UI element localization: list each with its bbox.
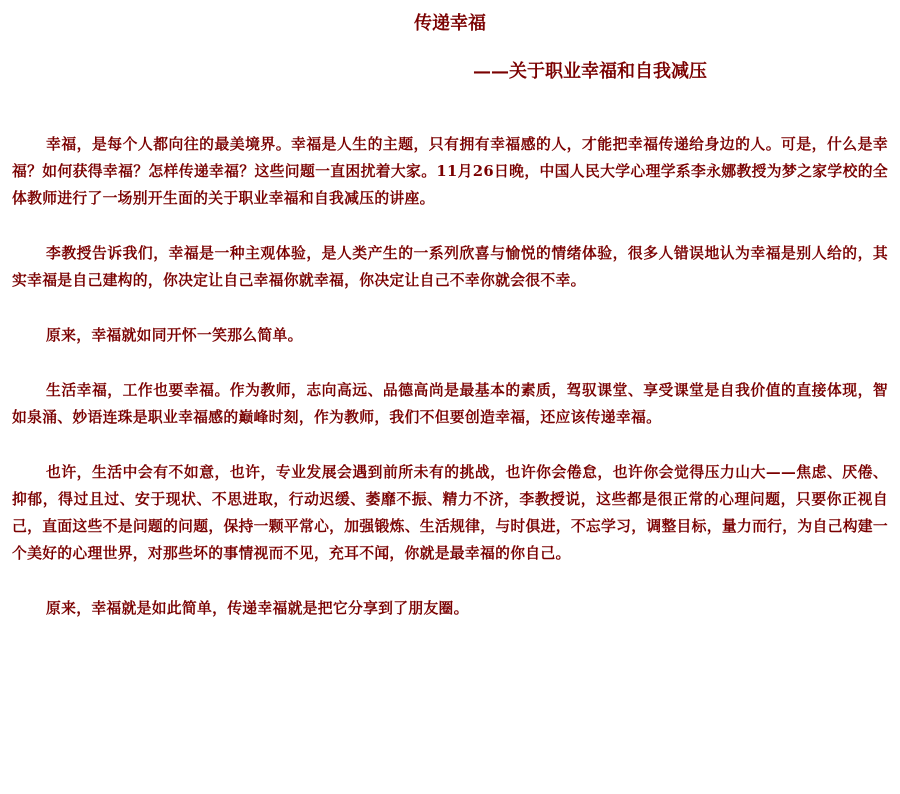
document-subtitle: ——关于职业幸福和自我减压 xyxy=(473,61,707,82)
paragraph-4: 生活幸福，工作也要幸福。作为教师，志向高远、品德高尚是最基本的素质，驾驭课堂、享受课堂是自我价值的直接体现，智如泉涌、妙语连珠是职业幸福感的巅峰时刻，作为教师，我们不但要创造幸福，还应该传递幸福。 xyxy=(12,382,888,426)
paragraph-3: 原来，幸福就如同开怀一笑那么简单。 xyxy=(46,327,303,344)
paragraph-5: 也许，生活中会有不如意，也许，专业发展会遇到前所未有的挑战，也许你会倦怠，也许你会觉得压力山大——焦虑、厌倦、抑郁，得过且过、安于现状、不思进取，行动迟缓、萎靡不振、精力不济，李教授说，这些都是很正常的心理问题，只要你正视自己，直面这些不是问题的问题，保持一颗平常心，加强锻炼、生活规律，与时俱进，不忘学习，调整目标，量力而行，为自己构建一个美好的心理世界，对那些坏的事情视而不见，充耳不闻，你就是最幸福的你自己。 xyxy=(12,464,888,562)
document-body xyxy=(12,131,888,650)
document-title: 传递幸福 xyxy=(414,13,486,34)
paragraph-2: 李教授告诉我们，幸福是一种主观体验，是人类产生的一系列欣喜与愉悦的情绪体验，很多人错误地认为幸福是别人给的，其实幸福是自己建构的，你决定让自己幸福你就幸福，你决定让自己不幸你就会很不幸。 xyxy=(12,245,888,289)
paragraph-6: 原来，幸福就是如此简单，传递幸福就是把它分享到了朋友圈。 xyxy=(46,600,469,617)
paragraph-1: 幸福，是每个人都向往的最美境界。幸福是人生的主题，只有拥有幸福感的人，才能把幸福传递给身边的人。可是，什么是幸福？如何获得幸福？怎样传递幸福？这些问题一直困扰着大家。11月26日晚，中国人民大学心理学系李永娜教授为梦之家学校的全体教师进行了一场别开生面的关于职业幸福和自我减压的讲座。 xyxy=(12,136,888,207)
